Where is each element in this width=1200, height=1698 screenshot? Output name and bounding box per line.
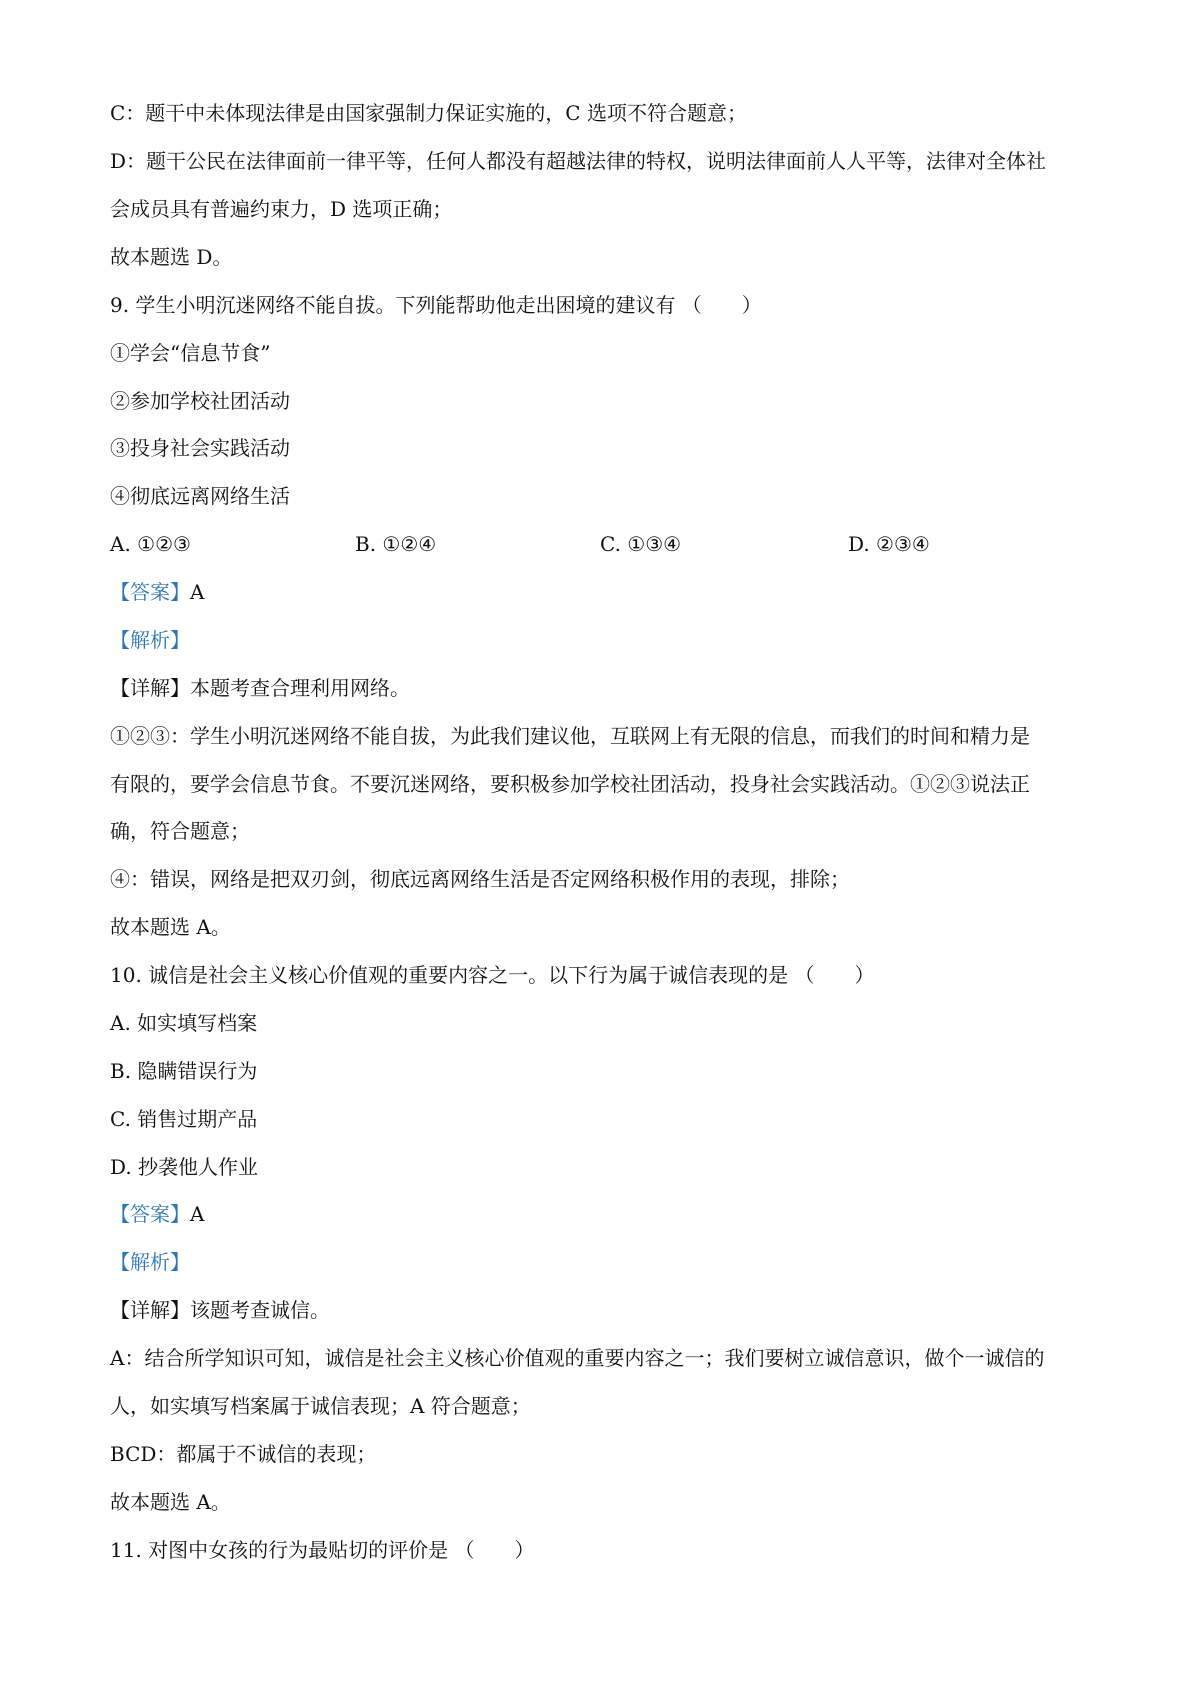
q9-option-a: A. ①②③ [110, 532, 191, 556]
q10-option-b: B. 隐瞒错误行为 [110, 1059, 258, 1083]
q10-option-a: A. 如实填写档案 [110, 1011, 258, 1035]
q11-stem: 11. 对图中女孩的行为最贴切的评价是 （ ） [110, 1538, 535, 1562]
q9-explanation-line-1: ①②③：学生小明沉迷网络不能自拔，为此我们建议他，互联网上有无限的信息，而我们的时间和精力是 [110, 724, 1030, 748]
answer-label: 【答案】 [110, 1202, 190, 1226]
q9-explanation-line-3: 确，符合题意； [110, 819, 250, 843]
q10-analysis-label: 【解析】 [110, 1250, 190, 1274]
q8-option-d-explanation-line-2: 会成员具有普遍约束力，D 选项正确； [110, 197, 453, 221]
q9-option-d: D. ②③④ [848, 532, 930, 556]
q8-option-d-explanation-line-1: D：题干公民在法律面前一律平等，任何人都没有超越法律的特权，说明法律面前人人平等，法律对全体社 [110, 149, 1047, 173]
q10-conclusion: 故本题选 A。 [110, 1490, 231, 1514]
q9-item-3: ③投身社会实践活动 [110, 436, 290, 460]
q9-answer [110, 578, 204, 606]
q9-option-c: C. ①③④ [600, 532, 682, 556]
q9-item-4: ④彻底远离网络生活 [110, 484, 290, 508]
q10-answer [110, 1200, 204, 1228]
answer-value: A [190, 1202, 205, 1226]
q10-option-d: D. 抄袭他人作业 [110, 1155, 259, 1179]
q10-explanation-line-1: A：结合所学知识可知，诚信是社会主义核心价值观的重要内容之一；我们要树立诚信意识，做个一诚信的 [110, 1346, 1045, 1370]
answer-value: A [190, 580, 205, 604]
q9-item-1: ①学会“信息节食” [110, 341, 271, 365]
q10-explanation-line-3: BCD：都属于不诚信的表现； [110, 1442, 377, 1466]
q10-option-c: C. 销售过期产品 [110, 1107, 258, 1131]
q8-option-c-explanation: C：题干中未体现法律是由国家强制力保证实施的，C 选项不符合题意； [110, 101, 747, 125]
q10-stem: 10. 诚信是社会主义核心价值观的重要内容之一。以下行为属于诚信表现的是 （ ） [110, 963, 875, 987]
q9-conclusion: 故本题选 A。 [110, 915, 231, 939]
q9-analysis-label: 【解析】 [110, 628, 190, 652]
q9-detail: 【详解】本题考查合理利用网络。 [110, 676, 410, 700]
q10-explanation-line-2: 人，如实填写档案属于诚信表现；A 符合题意； [110, 1394, 531, 1418]
q9-explanation-line-2: 有限的，要学会信息节食。不要沉迷网络，要积极参加学校社团活动，投身社会实践活动。①②③说法正 [110, 772, 1030, 796]
q8-conclusion: 故本题选 D。 [110, 245, 233, 269]
q9-stem: 9. 学生小明沉迷网络不能自拔。下列能帮助他走出困境的建议有 （ ） [110, 293, 762, 317]
q10-detail: 【详解】该题考查诚信。 [110, 1298, 330, 1322]
answer-label: 【答案】 [110, 580, 190, 604]
q9-explanation-line-4: ④：错误，网络是把双刃剑，彻底远离网络生活是否定网络积极作用的表现，排除； [110, 867, 850, 891]
q9-option-b: B. ①②④ [355, 532, 437, 556]
q9-item-2: ②参加学校社团活动 [110, 389, 290, 413]
